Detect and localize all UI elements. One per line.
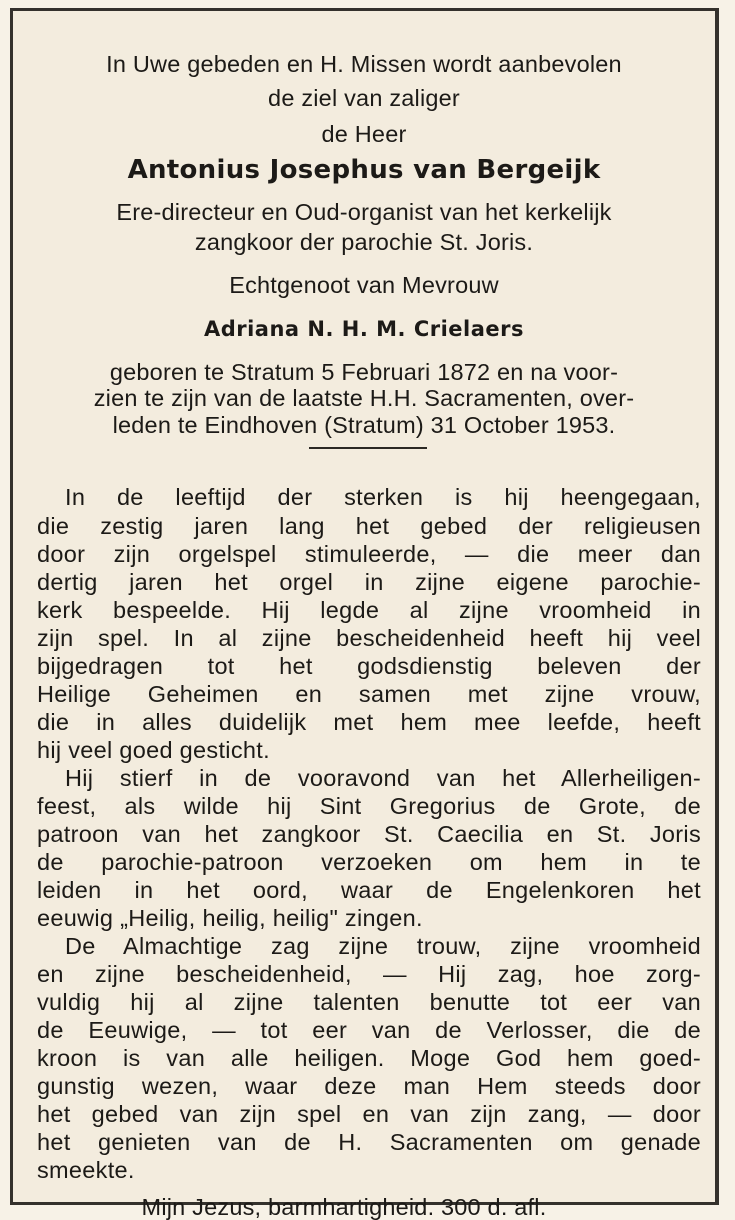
body-line: De Almachtige zag zijne trouw, zijne vroomheid [65,933,701,959]
body-line: kroon is van alle heiligen. Moge God hem goed- [37,1045,701,1071]
body-line: leiden in het oord, waar de Engelenkoren het [37,877,701,903]
body-line: en zijne bescheidenheid, — Hij zag, hoe zorg- [37,961,701,987]
body-line: vuldig hij al zijne talenten benutte tot eer van [37,989,701,1015]
body-line: kerk bespeelde. Hij legde al zijne vroomheid in [37,597,701,623]
spouse-name: Adriana N. H. M. Crielaers [203,317,525,341]
body-line: Hij stierf in de vooravond van het Allerheiligen- [65,765,701,791]
deceased-name: Antonius Josephus van Bergeijk [127,155,601,185]
role-line: Ere-directeur en Oud-organist van het kerkelijk [116,199,612,225]
card-content [13,11,715,1220]
bio-line: zien te zijn van de laatste H.H. Sacramenten, over- [93,385,635,411]
body-line: Heilige Geheimen en samen met zijne vrouw, [37,681,701,707]
body-line: het genieten van de H. Sacramenten om genade [37,1129,701,1155]
body-line: hij veel goed gesticht. [37,737,270,763]
body-line: door zijn orgelspel stimuleerde, — die meer dan [37,541,701,567]
bio-line: leden te Eindhoven (Stratum) 31 October 1953. [112,412,616,438]
body-line: patroon van het zangkoor St. Caecilia en St. Joris [37,821,701,847]
role-line: zangkoor der parochie St. Joris. [194,229,534,255]
body-line: gunstig wezen, waar deze man Hem steeds door [37,1073,701,1099]
bio-line: geboren te Stratum 5 Februari 1872 en na voor- [109,359,619,385]
intro-line: In Uwe gebeden en H. Missen wordt aanbevolen [106,51,622,77]
body-line: smeekte. [37,1157,135,1183]
body-line: de Eeuwige, — tot eer van de Verlosser, die de [37,1017,701,1043]
divider-rule [309,447,427,449]
spouse-intro: Echtgenoot van Mevrouw [229,272,499,298]
body-line: eeuwig „Heilig, heilig, heilig" zingen. [37,905,423,931]
memorial-card [10,8,719,1220]
body-line: In de leeftijd der sterken is hij heengegaan, [65,484,701,510]
body-line: dertig jaren het orgel in zijne eigene parochie- [37,569,701,595]
body-line: het gebed van zijn spel en van zijn zang, — door [37,1101,701,1127]
body-line: die in alles duidelijk met hem mee leefde, heeft [37,709,701,735]
intro-line: de Heer [321,121,407,147]
intro-line: de ziel van zaliger [268,85,460,111]
closing-prayer: Mijn Jezus, barmhartigheid. 300 d. afl. [141,1194,547,1220]
body-line: feest, als wilde hij Sint Gregorius de Grote, de [37,793,701,819]
body-line: die zestig jaren lang het gebed der religieusen [37,513,701,539]
body-line: zijn spel. In al zijne bescheidenheid heeft hij veel [37,625,701,651]
body-line: de parochie-patroon verzoeken om hem in te [37,849,701,875]
body-line: bijgedragen tot het godsdienstig beleven der [37,653,701,679]
